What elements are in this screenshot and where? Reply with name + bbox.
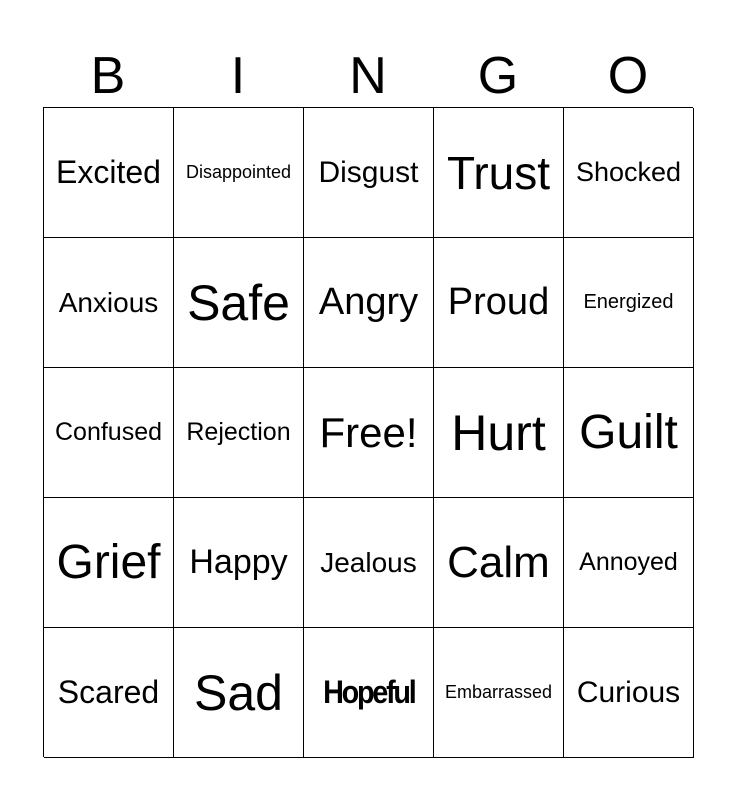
header-letter-b: B xyxy=(90,47,126,105)
cell-label: Sad xyxy=(194,664,283,721)
cell-label: Grief xyxy=(56,536,161,589)
bingo-free-space[interactable] xyxy=(304,368,434,498)
bingo-cell[interactable] xyxy=(304,628,434,758)
bingo-cell[interactable] xyxy=(434,498,564,628)
bingo-cell[interactable] xyxy=(174,498,304,628)
cell-label: Jealous xyxy=(320,546,417,578)
bingo-cell[interactable] xyxy=(434,108,564,238)
bingo-cell[interactable] xyxy=(44,498,174,628)
cell-label: Safe xyxy=(187,274,290,331)
cell-label: Embarrassed xyxy=(444,682,553,702)
header-letter-n: N xyxy=(349,47,387,105)
header-letter-i: I xyxy=(230,47,246,105)
cell-label: Scared xyxy=(57,674,160,710)
bingo-cell[interactable] xyxy=(434,628,564,758)
cell-label: Calm xyxy=(447,537,550,587)
cell-label: Energized xyxy=(583,291,674,313)
cell-label: Hurt xyxy=(451,404,546,461)
header-letter-g: G xyxy=(477,47,519,105)
bingo-cell[interactable] xyxy=(44,368,174,498)
bingo-cell[interactable] xyxy=(44,238,174,368)
cell-label: Happy xyxy=(189,543,288,581)
cell-label: Disgust xyxy=(318,155,419,189)
bingo-cell[interactable] xyxy=(174,368,304,498)
bingo-cell[interactable] xyxy=(44,108,174,238)
cell-label: Trust xyxy=(446,146,551,199)
bingo-cell[interactable] xyxy=(174,108,304,238)
bingo-cell[interactable] xyxy=(44,628,174,758)
bingo-cell[interactable] xyxy=(304,238,434,368)
bingo-cell[interactable] xyxy=(434,368,564,498)
cell-label: Rejection xyxy=(186,418,291,446)
bingo-cell[interactable] xyxy=(564,238,694,368)
cell-label: Shocked xyxy=(575,157,682,187)
bingo-cell[interactable] xyxy=(564,628,694,758)
bingo-cell[interactable] xyxy=(174,628,304,758)
bingo-board xyxy=(43,107,693,757)
cell-label: Proud xyxy=(447,281,550,323)
cell-label: Disappointed xyxy=(185,162,292,182)
bingo-cell[interactable] xyxy=(304,498,434,628)
bingo-header xyxy=(43,45,693,107)
bingo-cell[interactable] xyxy=(304,108,434,238)
bingo-cell[interactable] xyxy=(434,238,564,368)
cell-label: Curious xyxy=(576,675,681,709)
bingo-cell[interactable] xyxy=(174,238,304,368)
cell-label: Angry xyxy=(318,281,419,323)
cell-label: Annoyed xyxy=(579,548,678,576)
bingo-cell[interactable] xyxy=(564,108,694,238)
cell-label: Excited xyxy=(56,154,161,190)
cell-label: Hopeful xyxy=(322,674,415,710)
cell-label: Anxious xyxy=(58,286,159,318)
header-letter-o: O xyxy=(607,47,649,105)
cell-label: Guilt xyxy=(579,406,678,459)
cell-label: Confused xyxy=(54,418,163,446)
bingo-cell[interactable] xyxy=(564,498,694,628)
bingo-cell[interactable] xyxy=(564,368,694,498)
cell-label: Free! xyxy=(319,408,418,456)
